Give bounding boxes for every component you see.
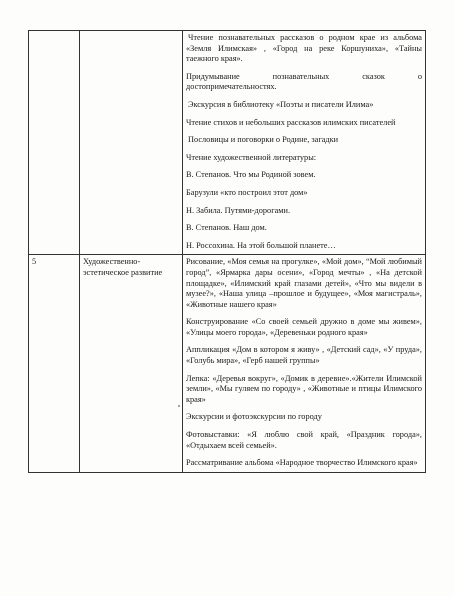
activities-cell xyxy=(183,255,426,473)
activity-paragraph: В. Степанов. Наш дом. xyxy=(186,223,267,233)
activity-paragraph: Чтение художественной литературы: xyxy=(186,152,317,162)
activity-paragraph: Аппликация «Дом в котором я живу» , «Детский сад», «У пруда», «Голубь мира», «Герб нашей группы» xyxy=(186,345,422,366)
activity-paragraph: Н. Забила. Путями-дорогами. xyxy=(186,205,291,215)
activity-paragraph: Рисование, «Моя семья на прогулке», «Мой дом», “Мой любимый город”, «Ярмарка дары осени», «Город мечты» , «На детской площадке», «Илимский край глазами детей», «Что мы видели в музее?», «Наша улица –прошлое и будущее», «Моя магистраль», «Животные нашего края» xyxy=(186,257,422,309)
table-row xyxy=(29,31,426,255)
activity-paragraph: Экскурсия в библиотеку «Поэты и писатели Илима» xyxy=(188,99,374,109)
activity-paragraph: Барузули «кто построил этот дом» xyxy=(186,187,308,197)
activity-plan-table xyxy=(28,30,426,473)
activity-paragraph: Фотовыставки: «Я люблю свой край, «Праздник города», «Отдыхаем всей семьей». xyxy=(186,430,422,450)
table-row xyxy=(29,255,426,473)
activity-paragraph: Экскурсии и фотоэкскурсии по городу xyxy=(186,412,322,422)
activity-paragraph: Конструирование «Со своей семьей дружно в доме мы живем», «Улицы моего города», «Деревеньки родного края» xyxy=(186,317,422,337)
activity-paragraph: Чтение познавательных рассказов о родном крае из альбома «Земля Илимская» , «Город на реке Коршуниха», «Тайны таежного края». xyxy=(186,33,422,64)
scan-speck xyxy=(178,405,180,407)
activities-cell xyxy=(183,31,426,255)
activity-paragraph: Придумывание познавательных сказок о достопримечательностях. xyxy=(186,71,422,92)
activity-paragraph: Лепка: «Деревья вокруг», «Домик в деревне».«Жители Илимской земли», «Мы гуляем по городу» , «Животные и птицы Илимского края» xyxy=(186,373,422,404)
activity-paragraph: Н. Россохина. На этой большой планете… xyxy=(186,240,336,250)
activity-paragraph: Чтение стихов и небольших рассказов илимских писателей xyxy=(186,117,396,127)
row-number-cell xyxy=(29,31,80,255)
activity-paragraph: В. Степанов. Что мы Родиной зовем. xyxy=(186,170,316,180)
activity-paragraph: Пословицы и поговорки о Родине, загадки xyxy=(188,135,339,145)
activity-paragraph: Рассматривание альбома «Народное творчество Илимского края» xyxy=(186,458,418,468)
row-number-cell: 5 xyxy=(29,255,80,473)
area-cell xyxy=(80,31,183,255)
area-cell: Художественно-эстетическое развитие xyxy=(80,255,183,473)
